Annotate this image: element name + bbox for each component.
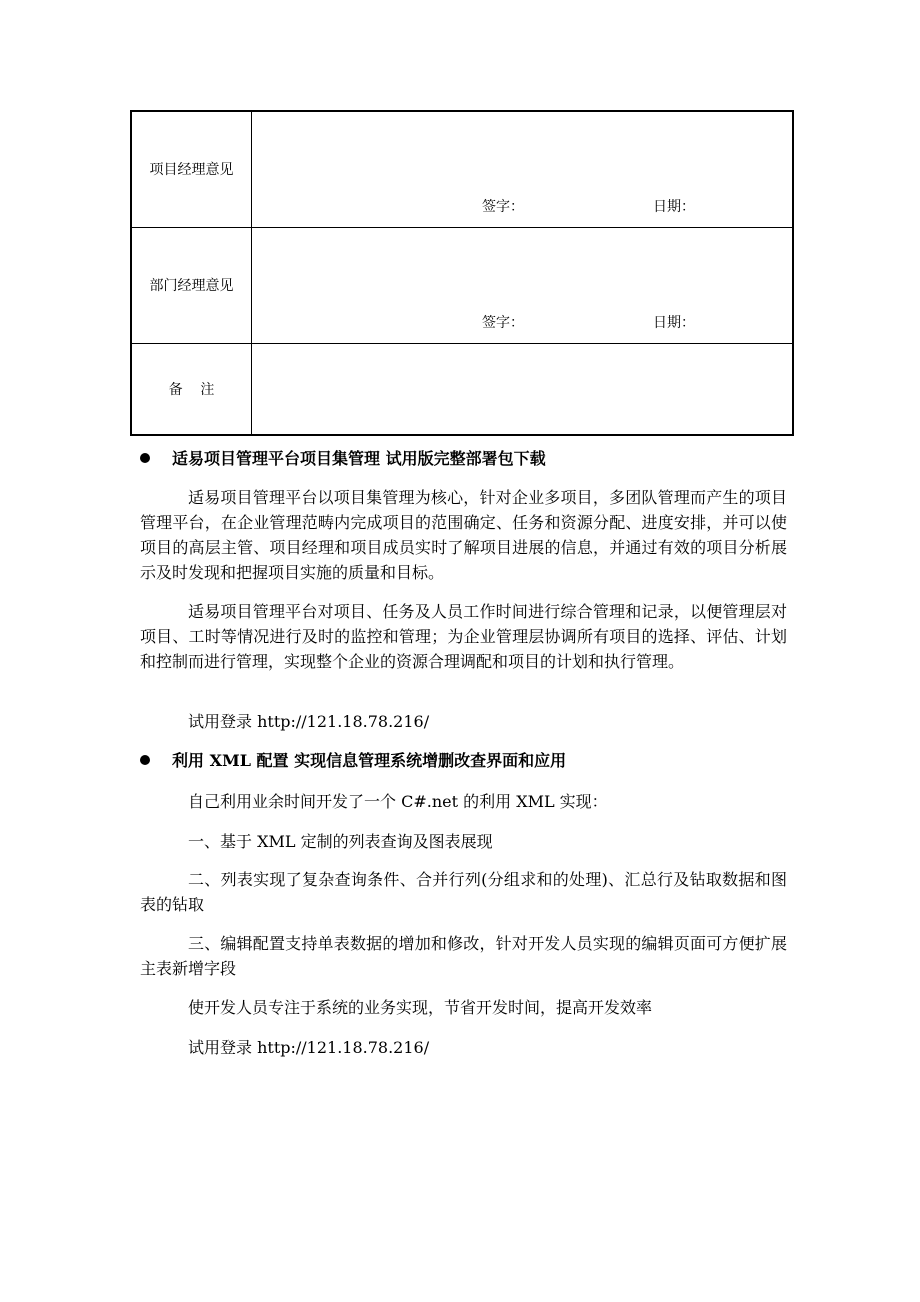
section1-heading bbox=[140, 449, 546, 469]
dept-signature-label: 签字： bbox=[482, 314, 524, 331]
section2-item-2: 二、列表实现了复杂查询条件、合并行列(分组求和的处理)、汇总行及钻取数据和图表的钻取 bbox=[140, 870, 787, 914]
bullet-icon bbox=[140, 755, 150, 765]
section1-paragraph-2: 适易项目管理平台对项目、任务及人员工作时间进行综合管理和记录，以便管理层对项目、工时等情况进行及时的监控和管理；为企业管理层协调所有项目的选择、评估、计划和控制而进行管理，实现整个企业的资源合理调配和项目的计划和执行管理。 bbox=[140, 602, 787, 671]
pm-opinion-label: 项目经理意见 bbox=[131, 111, 252, 227]
remark-row bbox=[131, 343, 793, 435]
pm-opinion-content bbox=[252, 111, 794, 227]
section1-paragraph-1: 适易项目管理平台以项目集管理为核心，针对企业多项目，多团队管理而产生的项目管理平台，在企业管理范畴内完成项目的范围确定、任务和资源分配、进度安排，并可以使项目的高层主管、项目经理和项目成员实时了解项目进展的信息，并通过有效的项目分析展示及时发现和把握项目实施的质量和目标。 bbox=[140, 488, 787, 582]
remark-label: 备 注 bbox=[131, 343, 252, 435]
section2-intro: 自己利用业余时间开发了一个 C#.net 的利用 XML 实现： bbox=[188, 792, 608, 811]
dept-date-label: 日期： bbox=[653, 314, 695, 331]
pm-opinion-row bbox=[131, 111, 793, 227]
pm-signature-label: 签字： bbox=[482, 198, 524, 215]
section2-item-1: 一、基于 XML 定制的列表查询及图表展现 bbox=[188, 832, 493, 851]
remark-content bbox=[252, 343, 794, 435]
section2-trial-link[interactable]: 试用登录 http://121.18.78.216/ bbox=[188, 1038, 430, 1057]
dept-opinion-label: 部门经理意见 bbox=[131, 227, 252, 343]
section2-heading-text: 利用 XML 配置 实现信息管理系统增删改查界面和应用 bbox=[172, 751, 567, 770]
pm-date-label: 日期： bbox=[653, 198, 695, 215]
section2-item-3: 三、编辑配置支持单表数据的增加和修改，针对开发人员实现的编辑页面可方便扩展主表新增字段 bbox=[140, 934, 787, 978]
section1-heading-text: 适易项目管理平台项目集管理 试用版完整部署包下载 bbox=[172, 449, 546, 468]
dept-opinion-row bbox=[131, 227, 793, 343]
dept-opinion-content bbox=[252, 227, 794, 343]
section2-summary: 使开发人员专注于系统的业务实现，节省开发时间，提高开发效率 bbox=[188, 998, 653, 1017]
section2-heading bbox=[140, 751, 566, 771]
approval-table bbox=[130, 110, 794, 436]
bullet-icon bbox=[140, 453, 150, 463]
section1-trial-link[interactable]: 试用登录 http://121.18.78.216/ bbox=[188, 712, 430, 731]
